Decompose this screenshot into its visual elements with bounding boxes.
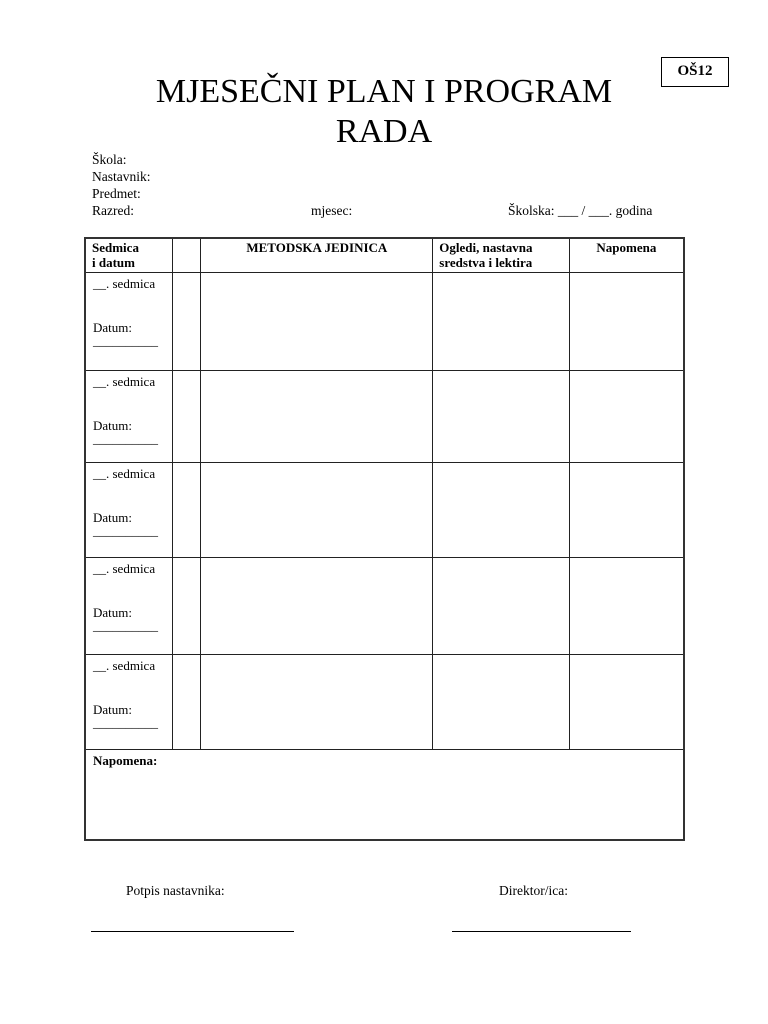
metodska-jedinica-cell[interactable] <box>201 273 433 371</box>
week-cell <box>85 273 173 371</box>
week-label: __. sedmica <box>93 561 156 576</box>
note-label: Napomena: <box>93 753 158 768</box>
header-napomena: Napomena <box>569 238 684 273</box>
field-skolska-godina: Školska: ___ / ___. godina <box>508 203 653 218</box>
week-label: __. sedmica <box>93 466 156 481</box>
header-blank <box>173 238 201 273</box>
blank-cell[interactable] <box>173 371 201 463</box>
week-label: __. sedmica <box>93 658 156 673</box>
napomena-cell[interactable] <box>569 463 684 558</box>
page-title <box>0 72 768 152</box>
note-row <box>85 750 684 841</box>
director-signature-line <box>452 931 631 932</box>
date-line: __________ <box>93 333 158 348</box>
blank-cell[interactable] <box>173 558 201 655</box>
header-ogledi: Ogledi, nastavna sredstva i lektira <box>433 238 569 273</box>
blank-cell[interactable] <box>173 655 201 750</box>
date-line: __________ <box>93 523 158 538</box>
date-label: Datum: <box>93 418 132 433</box>
date-label: Datum: <box>93 702 132 717</box>
header-sedmica-text: Sedmica i datum <box>92 240 139 270</box>
header-sedmica <box>85 238 173 273</box>
ogledi-cell[interactable] <box>433 273 569 371</box>
director-signature-label: Direktor/ica: <box>499 883 568 898</box>
date-line: __________ <box>93 618 158 633</box>
metodska-jedinica-cell[interactable] <box>201 463 433 558</box>
week-cell <box>85 371 173 463</box>
field-predmet: Predmet: <box>92 186 141 201</box>
field-skola: Škola: <box>92 152 127 167</box>
week-cell <box>85 655 173 750</box>
title-line-1: MJESEČNI PLAN I PROGRAM <box>155 73 613 110</box>
teacher-signature-line <box>91 931 294 932</box>
napomena-cell[interactable] <box>569 655 684 750</box>
table-row <box>85 371 684 463</box>
header-metodska-jedinica: METODSKA JEDINICA <box>201 238 433 273</box>
napomena-cell[interactable] <box>569 273 684 371</box>
field-mjesec: mjesec: <box>311 203 353 218</box>
napomena-cell[interactable] <box>569 558 684 655</box>
date-line: __________ <box>93 431 158 446</box>
field-nastavnik: Nastavnik: <box>92 169 151 184</box>
date-label: Datum: <box>93 510 132 525</box>
note-cell[interactable] <box>85 750 684 841</box>
metodska-jedinica-cell[interactable] <box>201 655 433 750</box>
ogledi-cell[interactable] <box>433 371 569 463</box>
table-row <box>85 463 684 558</box>
week-cell <box>85 558 173 655</box>
ogledi-cell[interactable] <box>433 655 569 750</box>
date-label: Datum: <box>93 605 132 620</box>
napomena-cell[interactable] <box>569 371 684 463</box>
teacher-signature-label: Potpis nastavnika: <box>126 883 225 898</box>
metodska-jedinica-cell[interactable] <box>201 371 433 463</box>
title-line-2: RADA <box>335 113 433 150</box>
table-header-row <box>85 238 684 273</box>
form-code-box: OŠ12 <box>661 57 729 87</box>
field-razred: Razred: <box>92 203 134 218</box>
blank-cell[interactable] <box>173 463 201 558</box>
date-label: Datum: <box>93 320 132 335</box>
plan-table <box>84 237 685 841</box>
table-row <box>85 558 684 655</box>
table-row <box>85 655 684 750</box>
blank-cell[interactable] <box>173 273 201 371</box>
week-label: __. sedmica <box>93 374 156 389</box>
ogledi-cell[interactable] <box>433 558 569 655</box>
week-label: __. sedmica <box>93 276 156 291</box>
week-cell <box>85 463 173 558</box>
metodska-jedinica-cell[interactable] <box>201 558 433 655</box>
table-row <box>85 273 684 371</box>
ogledi-cell[interactable] <box>433 463 569 558</box>
date-line: __________ <box>93 715 158 730</box>
